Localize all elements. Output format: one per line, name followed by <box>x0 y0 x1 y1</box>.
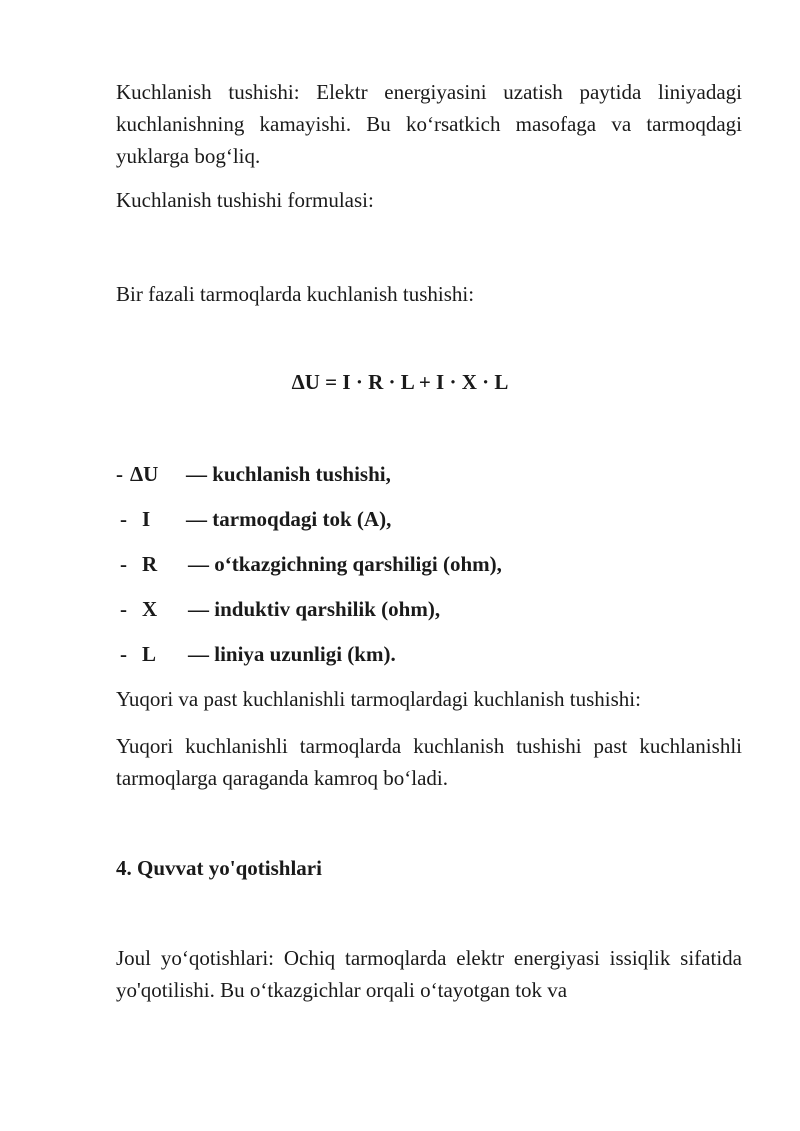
voltage-drop-formula: ΔU = I · R · L + I · X · L <box>291 370 509 394</box>
definition-symbol: R <box>142 552 158 576</box>
definition-symbol: L <box>142 642 157 666</box>
definition-text: — o‘tkazgichning qarshiligi (ohm), <box>188 552 502 576</box>
paragraph-voltage-drop-definition: Kuchlanish tushishi: Elektr energiyasini uzatish paytida liniyadagi kuchlanishning kamayishi. Bu ko‘rsatkich masofaga va tarmoqdagi yuklarga bog‘liq. <box>116 80 742 168</box>
definition-dash: - <box>120 507 127 531</box>
section-heading: 4. Quvvat yo'qotishlari <box>116 856 322 880</box>
definition-dash: - <box>116 462 123 486</box>
definition-symbol: I <box>142 507 151 531</box>
paragraph-joule-losses: Joul yo‘qotishlari: Ochiq tarmoqlarda elektr energiyasi issiqlik sifatida yo'qotilishi. Bu o‘tkazgichlar orqali o‘tayotgan tok va <box>116 946 742 1002</box>
definition-text: — tarmoqdagi tok (A), <box>186 507 392 531</box>
definition-symbol: X <box>142 597 158 621</box>
definition-dash: - <box>120 597 127 621</box>
definition-text: — liniya uzunligi (km). <box>188 642 396 666</box>
definition-dash: - <box>120 552 127 576</box>
definition-dash: - <box>120 642 127 666</box>
definition-text: — induktiv qarshilik (ohm), <box>188 597 441 621</box>
paragraph-formula-intro: Kuchlanish tushishi formulasi: <box>116 188 374 212</box>
paragraph-single-phase: Bir fazali tarmoqlarda kuchlanish tushishi: <box>116 282 475 306</box>
paragraph-high-low-voltage: Yuqori va past kuchlanishli tarmoqlardagi kuchlanish tushishi: <box>116 687 641 711</box>
paragraph-high-voltage-comparison: Yuqori kuchlanishli tarmoqlarda kuchlanish tushishi past kuchlanishli tarmoqlarga qaraganda kamroq bo‘ladi. <box>116 734 742 790</box>
definition-symbol: ΔU <box>130 462 159 486</box>
definition-text: — kuchlanish tushishi, <box>186 462 391 486</box>
